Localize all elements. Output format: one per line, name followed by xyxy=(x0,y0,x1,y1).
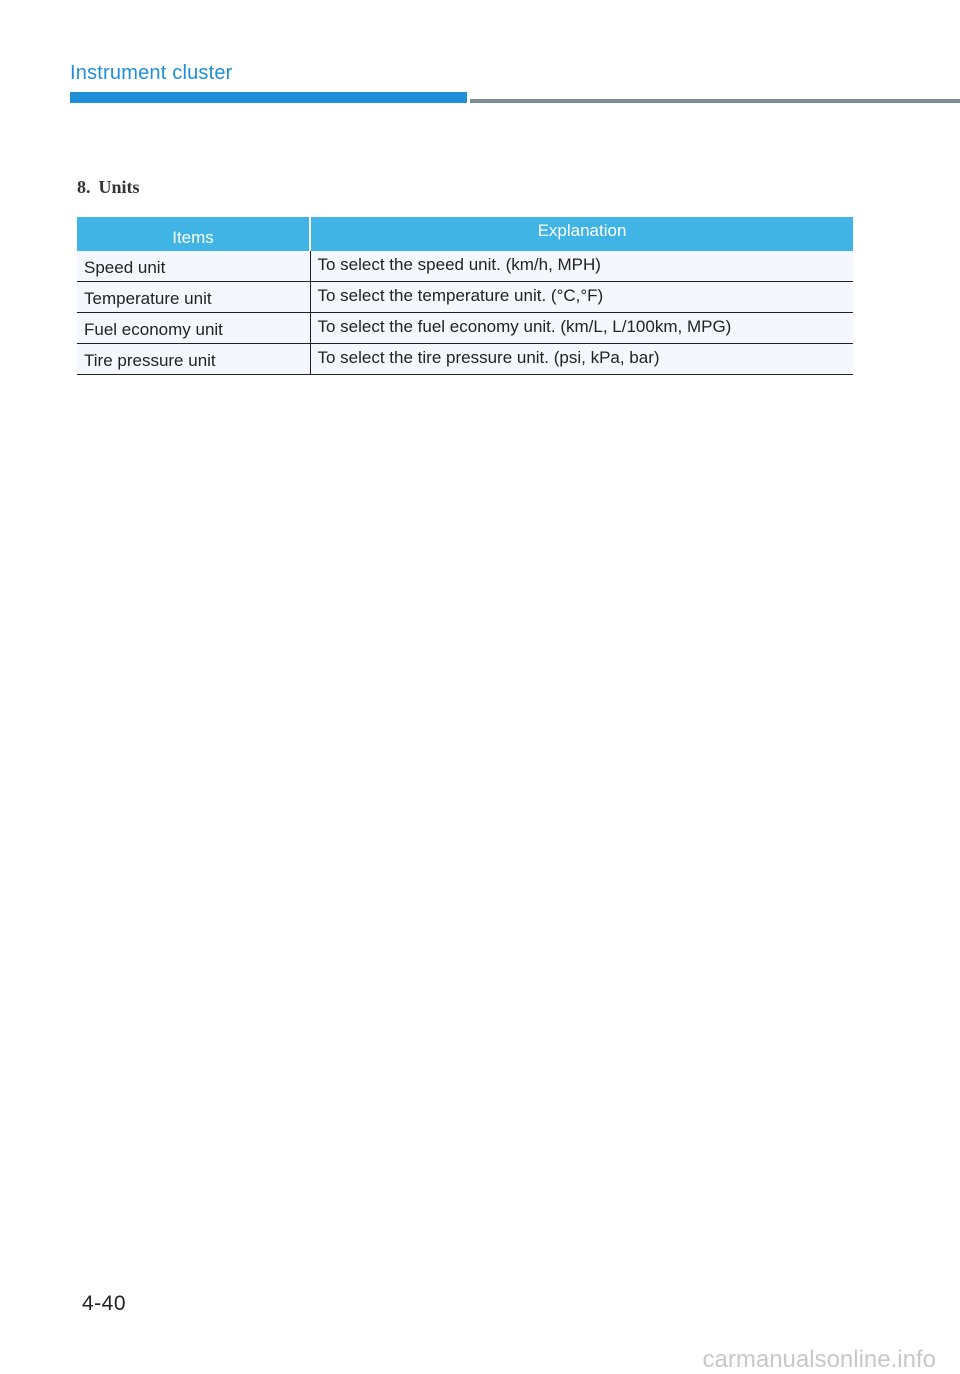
table-header-row xyxy=(77,217,853,251)
row-explanation: To select the tire pressure unit. (psi, kPa, bar) xyxy=(310,344,853,375)
row-explanation: To select the temperature unit. (°C,°F) xyxy=(310,282,853,313)
section-number: 8. xyxy=(77,177,91,197)
units-table xyxy=(77,217,853,375)
table-row xyxy=(77,251,853,282)
watermark: carmanualsonline.info xyxy=(702,1346,936,1373)
row-explanation: To select the speed unit. (km/h, MPH) xyxy=(310,251,853,282)
header-accent-bar xyxy=(70,92,467,103)
table-row xyxy=(77,282,853,313)
row-item: Speed unit xyxy=(77,251,310,282)
table-row xyxy=(77,313,853,344)
row-item: Fuel economy unit xyxy=(77,313,310,344)
row-item: Temperature unit xyxy=(77,282,310,313)
table-row xyxy=(77,344,853,375)
section-title: Units xyxy=(98,177,140,197)
column-header-explanation: Explanation xyxy=(310,217,853,251)
row-explanation: To select the fuel economy unit. (km/L, L/100km, MPG) xyxy=(310,313,853,344)
chapter-title: Instrument cluster xyxy=(70,62,233,84)
header-rule xyxy=(470,99,960,103)
section-heading xyxy=(77,177,140,198)
row-item: Tire pressure unit xyxy=(77,344,310,375)
column-header-items: Items xyxy=(77,217,310,251)
page-number: 4-40 xyxy=(82,1292,127,1315)
